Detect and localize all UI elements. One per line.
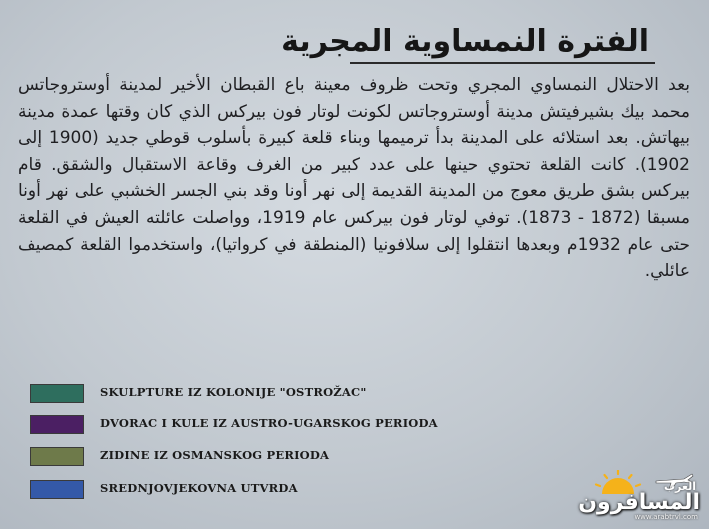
legend-swatch bbox=[30, 447, 84, 466]
title-underline bbox=[350, 62, 655, 64]
legend-label: SREDNJOVJEKOVNA UTVRDA bbox=[100, 481, 298, 495]
legend-label: SKULPTURE IZ KOLONIJE "OSTROŽAC" bbox=[100, 385, 367, 399]
legend-swatch bbox=[30, 480, 84, 499]
body-text bbox=[18, 72, 690, 285]
watermark-small-text: العرب bbox=[663, 480, 696, 493]
legend-swatch bbox=[30, 384, 84, 403]
legend-label: ZIDINE IZ OSMANSKOG PERIODA bbox=[100, 448, 330, 462]
page-title: الفترة النمساوية المجرية bbox=[281, 24, 649, 59]
legend-swatch bbox=[30, 415, 84, 434]
watermark-main-text: المسافرون bbox=[578, 490, 700, 515]
watermark-logo bbox=[578, 470, 704, 524]
legend-label: DVORAC I KULE IZ AUSTRO-UGARSKOG PERIODA bbox=[100, 416, 438, 430]
watermark-url: www.arabtrvl.com bbox=[634, 513, 698, 521]
history-paragraph: بعد الاحتلال النمساوي المجري وتحت ظروف معينة باع القبطان الأخير لمدينة أوستروجاتس محمد بيك بشيرفيتش مدينة أوستروجاتس لكونت لوتار فون بيركس الذي كان وقتها عمدة مدينة بيهاتش. بعد استلائه على المدينة بدأ ترميمها وبناء قلعة كبيرة بأسلوب قوطي جديد (1900 إلى 1902). كانت القلعة تحتوي حينها على عدد كبير من الغرف وقاعة الاستقبال والشقق. قام بيركس بشق طريق معوج من المدينة القديمة إلى نهر أونا وقد بني الجسر الخشبي على نهر أونا مسبقا (1872 - 1873). توفي لوتار فون بيركس عام 1919، وواصلت عائلته العيش في القلعة حتى عام 1932م وبعدها انتقلوا إلى سلافونيا (المنطقة في كرواتيا)، واستخدموا القلعة كمصيف عائلي. bbox=[18, 75, 690, 282]
